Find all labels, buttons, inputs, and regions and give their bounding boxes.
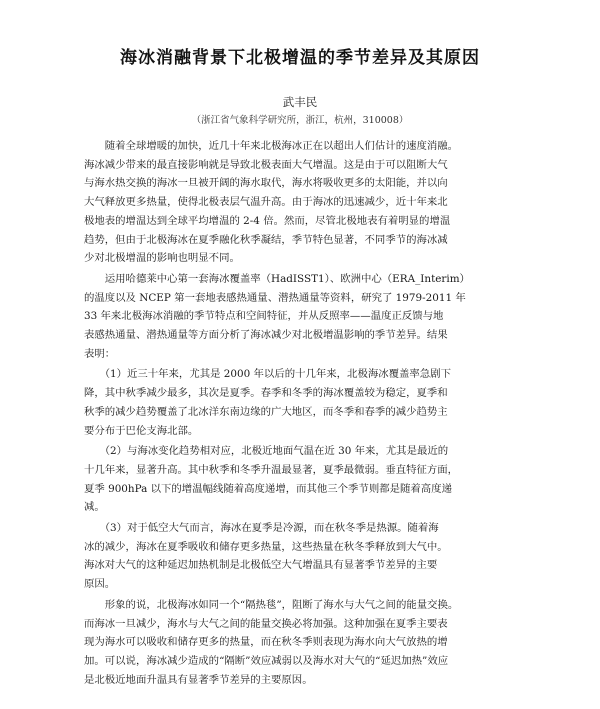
paragraph-conclusion [84, 596, 516, 690]
text-line: 与海水热交换的海冰一旦被开阔的海水取代，海水将吸收更多的太阳能，并以向 [84, 177, 448, 190]
text-line: 十几年来，显著升高。其中秋季和冬季升温最显著，夏季最微弱。垂直特征方面， [84, 463, 459, 476]
text-line: 的温度以及 NCEP 第一套地表感热通量、潜热通量等资料，研究了 1979-2011 年 [84, 291, 466, 304]
text-line: 趋势，但由于北极海冰在夏季融化秋季凝结，季节特色显著，不同季节的海冰减 [84, 233, 448, 246]
text-line: 表感热通量、潜热通量等方面分析了海冰减少对北极增温影响的季节差异。结果 [84, 329, 448, 342]
text-line: 极地表的增温达到全球平均增温的 2-4 倍。然而，尽管北极地表有着明显的增温 [84, 214, 451, 227]
text-line: 原因。 [84, 578, 116, 591]
text-line: 海冰对大气的这种延迟加热机制是北极低空大气增温具有显著季节差异的主要 [84, 559, 438, 572]
text-line: 现为海水可以吸收和储存更多的热量，而在秋冬季则表现为海水向大气放热的增 [84, 636, 448, 649]
text-line: 海冰减少带来的最直接影响就是导致北极表面大气增温。这是由于可以阻断大气 [84, 158, 448, 171]
text-line: 要分布于巴伦支海北部。 [84, 424, 199, 437]
text-line: 少对北极增温的影响也明显不同。 [84, 252, 240, 265]
text-line: 夏季 900hPa 以下的增温幅线随着高度递增，而其他三个季节则都是随着高度递 [84, 482, 452, 495]
paragraph-intro [84, 137, 516, 268]
text-line: 33 年来北极海冰消融的季节特点和空间特征，并从反照率——温度正反馈与地 [84, 310, 444, 323]
text-line: （1）近三十年来，尤其是 2000 年以后的十几年来，北极海冰覆盖率急剧下 [84, 368, 451, 381]
abstract-body [84, 137, 516, 689]
text-line: 加。可以说，海冰减少造成的“隔断”效应减弱以及海水对大气的“延迟加热”效应 [84, 654, 449, 667]
paragraph-result-3 [84, 519, 516, 594]
paragraph-method [84, 270, 516, 364]
text-line: （2）与海冰变化趋势相对应，北极近地面气温在近 30 年来，尤其是最近的 [84, 445, 449, 458]
paragraph-result-1 [84, 365, 516, 440]
text-line: 而海冰一旦减少，海水与大气之间的能量交换必将加强。这种加强在夏季主要表 [84, 617, 448, 630]
paragraph-result-2 [84, 442, 516, 517]
text-line: 形象的说，北极海冰如同一个“隔热毯”，阻断了海水与大气之间的能量交换。 [84, 598, 459, 611]
text-line: 秋季的减少趋势覆盖了北冰洋东南边缘的广大地区，而冬季和春季的减少趋势主 [84, 405, 448, 418]
text-line: 降，其中秋季减少最多，其次是夏季。春季和冬季的海冰覆盖较为稳定，夏季和 [84, 387, 448, 400]
text-line: 减。 [84, 501, 105, 514]
text-line: 表明： [84, 347, 116, 360]
text-line: （3）对于低空大气而言，海冰在夏季是冷源，而在秋冬季是热源。随着海 [84, 522, 439, 535]
text-line: 运用哈德莱中心第一套海冰覆盖率（HadISST1）、欧洲中心（ERA_Interim） [84, 272, 470, 285]
text-line: 是北极近地面升温具有显著季节差异的主要原因。 [84, 673, 313, 686]
paper-title: 海冰消融背景下北极增温的季节差异及其原因 [120, 48, 480, 68]
author-affiliation: （浙江省气象科学研究所，浙江，杭州，310008） [191, 115, 409, 126]
text-line: 冰的减少，海冰在夏季吸收和储存更多热量，这些热量在秋冬季释放到大气中。 [84, 540, 448, 553]
author-name: 武丰民 [282, 95, 318, 109]
text-line: 随着全球增暖的加快，近几十年来北极海冰正在以超出人们估计的速度消融。 [84, 140, 459, 152]
text-line: 大气释放更多热量，使得北极表层气温升高。由于海冰的迅速减少，近十年来北 [84, 196, 448, 209]
